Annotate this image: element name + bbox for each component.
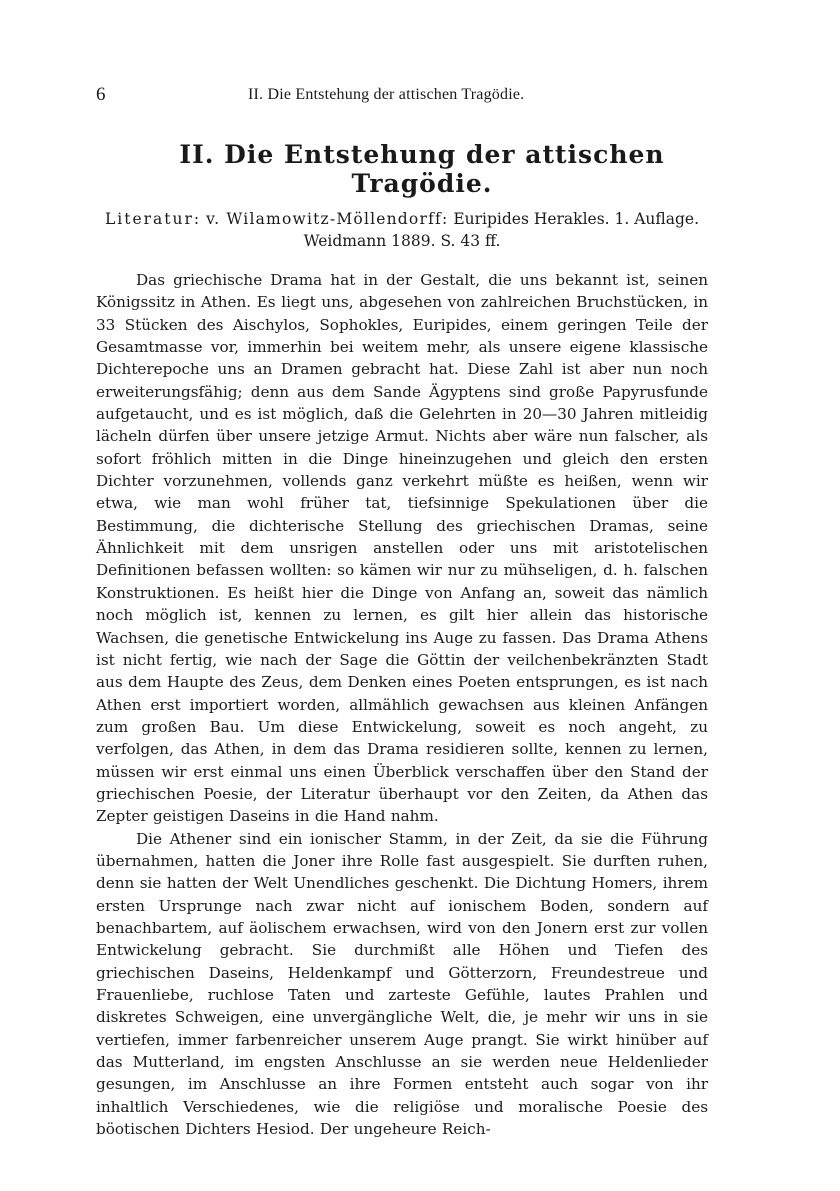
body-text	[96, 269, 708, 1140]
book-page	[96, 84, 708, 1140]
running-head	[96, 84, 708, 112]
literature-publisher: Weidmann 1889.	[303, 232, 436, 250]
literature-edition: 1. Auflage.	[614, 210, 700, 228]
paragraph: Die Athener sind ein ionischer Stamm, in der Zeit, da sie die Führung übernahmen, hatten die Joner ihre Rolle fast ausgespielt. Sie durften ruhen, denn sie hatten der Welt Unendliches geschenkt. Die Dichtung Homers, ihrem ersten Ursprunge nach zwar nicht auf ionischem Boden, sondern auf benachbartem, auf äolischem erwachsen, wird von den Jonern erst zur vollen Entwickelung gebracht. Sie durchmißt alle Höhen und Tiefen des griechischen Daseins, Heldenkampf und Götterzorn, Freundestreue und Frauenliebe, ruchlose Taten und zarteste Gefühle, lautes Prahlen und diskretes Schweigen, eine unvergängliche Welt, die, je mehr wir uns in sie vertiefen, immer farbenreicher unserem Auge prangt. Sie wirkt hinüber auf das Mutterland, im engsten Anschlusse an sie werden neue Heldenlieder gesungen, im Anschlusse an ihre Formen entsteht auch sogar von ihr inhaltlich Verschiedenes, wie die religiöse und moralische Poesie des böotischen Dichters Hesiod. Der ungeheure Reich-	[96, 829, 708, 1139]
literature-pages: S. 43 ff.	[440, 232, 501, 250]
page-number: 6	[96, 84, 106, 105]
chapter-title: II. Die Entstehung der attischen Tragödie.	[179, 140, 665, 198]
running-title: II. Die Entstehung der attischen Tragödie.	[248, 86, 525, 103]
literature-author: v. Wilamowitz-Möllendorff:	[206, 210, 449, 228]
literature-label: Literatur:	[104, 210, 202, 228]
paragraph: Das griechische Drama hat in der Gestalt, die uns bekannt ist, seinen Königssitz in Athen. Es liegt uns, abgesehen von zahlreichen Bruchstücken, in 33 Stücken des Aischylos, Sophokles, Euripides, einem geringen Teile der Gesamtmasse vor, immerhin bei weitem mehr, als unsere eigene klassische Dichterepoche uns an Dramen gebracht hat. Diese Zahl ist aber nun noch erweiterungsfähig; denn aus dem Sande Ägyptens sind große Papyrusfunde aufgetaucht, und es ist möglich, daß die Gelehrten in 20—30 Jahren mitleidig lächeln dürfen über unsere jetzige Armut. Nichts aber wäre nun falscher, als sofort fröhlich mitten in die Dinge hineinzugehen und gleich den ersten Dichter vorzunehmen, vollends ganz verkehrt müßte es heißen, wenn wir etwa, wie man wohl früher tat, tiefsinnige Spekulationen über die Bestimmung, die dichterische Stellung des griechischen Dramas, seine Ähnlichkeit mit dem unsrigen anstellen oder uns mit aristotelischen Definitionen befassen wollten: so kämen wir nur zu mühseligen, d. h. falschen Konstruktionen. Es heißt hier die Dinge von Anfang an, soweit das nämlich noch möglich ist, kennen zu lernen, es gilt hier allein das historische Wachsen, die genetische Entwickelung ins Auge zu fassen. Das Drama Athens ist nicht fertig, wie nach der Sage die Göttin der veilchenbekränzten Stadt aus dem Haupte des Zeus, dem Denken eines Poeten entsprungen, es ist nach Athen erst importiert worden, allmählich gewachsen aus kleinen Anfängen zum großen Bau. Um diese Entwickelung, soweit es noch angeht, zu verfolgen, das Athen, in dem das Drama residieren sollte, kennen zu lernen, müssen wir erst einmal uns einen Überblick verschaffen über den Stand der griechischen Poesie, der Literatur überhaupt vor den Zeiten, da Athen das Zepter geistigen Daseins in die Hand nahm.	[96, 271, 708, 826]
literature-work: Euripides Herakles.	[453, 210, 610, 228]
literature-reference	[96, 208, 708, 252]
